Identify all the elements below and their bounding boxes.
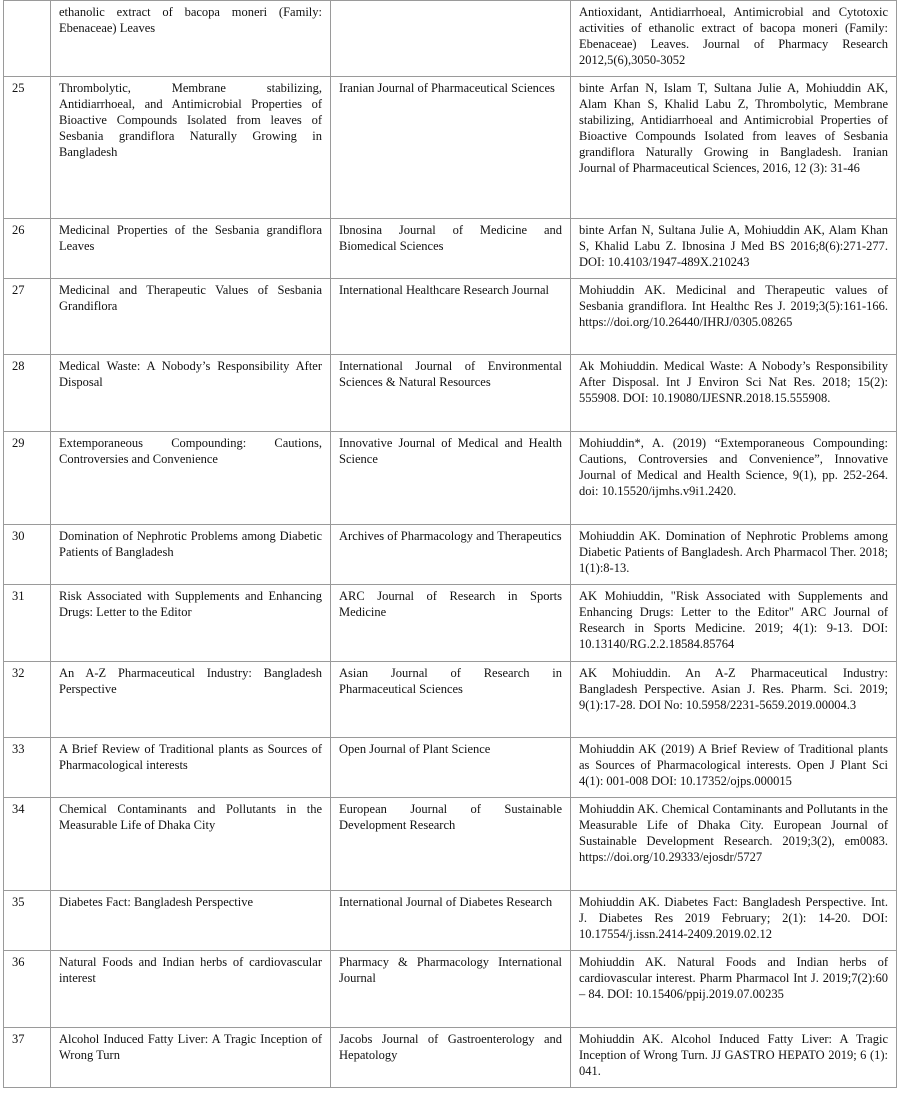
journal-name-cell [331, 1, 571, 77]
citation-cell: Mohiuddin AK (2019) A Brief Review of Traditional plants as Sources of Pharmacological interests. Open J Plant Sci 4(1): 001-008 DOI: 10.17352/ojps.000015 [571, 738, 897, 798]
article-title-cell: Risk Associated with Supplements and Enhancing Drugs: Letter to the Editor [51, 585, 331, 662]
article-title-cell: Medicinal and Therapeutic Values of Sesbania Grandiflora [51, 279, 331, 355]
row-number-cell: 25 [4, 77, 51, 219]
citation-cell: Antioxidant, Antidiarrhoeal, Antimicrobial and Cytotoxic activities of ethanolic extract of bacopa moneri (Family: Ebenaceae) Leaves. Journal of Pharmacy Research 2012,5(6),3050-3052 [571, 1, 897, 77]
citation-cell: Mohiuddin AK. Medicinal and Therapeutic values of Sesbania grandiflora. Int Healthc Res J. 2019;3(5):161-166. https://doi.org/10.26440/IHRJ/0305.08265 [571, 279, 897, 355]
table-row [4, 1028, 897, 1088]
article-title-cell: A Brief Review of Traditional plants as Sources of Pharmacological interests [51, 738, 331, 798]
row-number-cell: 29 [4, 432, 51, 525]
table-row [4, 585, 897, 662]
table-row [4, 662, 897, 738]
row-number-cell: 37 [4, 1028, 51, 1088]
citation-cell: Mohiuddin AK. Domination of Nephrotic Problems among Diabetic Patients of Bangladesh. Arch Pharmacol Ther. 2018; 1(1):8-13. [571, 525, 897, 585]
citation-cell: Mohiuddin AK. Natural Foods and Indian herbs of cardiovascular interest. Pharm Pharmacol Int J. 2019;7(2):60 – 84. DOI: 10.15406/ppij.2019.07.00235 [571, 951, 897, 1028]
table-row [4, 77, 897, 219]
citation-cell: AK Mohiuddin. An A-Z Pharmaceutical Industry: Bangladesh Perspective. Asian J. Res. Pharm. Sci. 2019; 9(1):17-28. DOI No: 10.5958/2231-5659.2019.00004.3 [571, 662, 897, 738]
row-number-cell: 32 [4, 662, 51, 738]
row-number-cell: 33 [4, 738, 51, 798]
journal-name-cell: Ibnosina Journal of Medicine and Biomedical Sciences [331, 219, 571, 279]
table-row [4, 891, 897, 951]
citation-cell: Mohiuddin AK. Diabetes Fact: Bangladesh Perspective. Int. J. Diabetes Res 2019 February; 2(1): 14-20. DOI: 10.17554/j.issn.2414-2409.2019.02.12 [571, 891, 897, 951]
table-row [4, 355, 897, 432]
table-row [4, 525, 897, 585]
journal-name-cell: Open Journal of Plant Science [331, 738, 571, 798]
journal-name-cell: Innovative Journal of Medical and Health Science [331, 432, 571, 525]
journal-name-cell: International Healthcare Research Journal [331, 279, 571, 355]
table-row [4, 798, 897, 891]
citation-cell: binte Arfan N, Sultana Julie A, Mohiuddin AK, Alam Khan S, Khalid Labu Z. Ibnosina J Med BS 2016;8(6):271-277. DOI: 10.4103/1947-489X.210243 [571, 219, 897, 279]
table-row [4, 279, 897, 355]
article-title-cell: Alcohol Induced Fatty Liver: A Tragic Inception of Wrong Turn [51, 1028, 331, 1088]
article-title-cell: Domination of Nephrotic Problems among Diabetic Patients of Bangladesh [51, 525, 331, 585]
journal-name-cell: Archives of Pharmacology and Therapeutics [331, 525, 571, 585]
row-number-cell: 27 [4, 279, 51, 355]
table-row [4, 738, 897, 798]
article-title-cell: Diabetes Fact: Bangladesh Perspective [51, 891, 331, 951]
journal-name-cell: Jacobs Journal of Gastroenterology and Hepatology [331, 1028, 571, 1088]
journal-name-cell: Asian Journal of Research in Pharmaceutical Sciences [331, 662, 571, 738]
citation-cell: binte Arfan N, Islam T, Sultana Julie A, Mohiuddin AK, Alam Khan S, Khalid Labu Z, Thrombolytic, Membrane stabilizing, Antidiarrhoeal and Antimicrobial Properties of Bioactive Compounds Isolated from leaves of Sesbania grandiflora Naturally Growing in Bangladesh. Iranian Journal of Pharmaceutical Sciences, 2016, 12 (3): 31-46 [571, 77, 897, 219]
journal-name-cell: International Journal of Diabetes Research [331, 891, 571, 951]
citation-cell: Mohiuddin*, A. (2019) “Extemporaneous Compounding: Cautions, Controversies and Convenience”, Innovative Journal of Medical and Health Science, 9(1), pp. 252-264. doi: 10.15520/ijmhs.v9i1.2420. [571, 432, 897, 525]
publications-table-body [4, 1, 897, 1088]
journal-name-cell: ARC Journal of Research in Sports Medicine [331, 585, 571, 662]
row-number-cell: 34 [4, 798, 51, 891]
table-row [4, 951, 897, 1028]
table-row [4, 432, 897, 525]
citation-cell: AK Mohiuddin, "Risk Associated with Supplements and Enhancing Drugs: Letter to the Editor" ARC Journal of Research in Sports Medicine. 2019; 4(1): 9-13. DOI: 10.13140/RG.2.2.18584.85764 [571, 585, 897, 662]
table-row [4, 219, 897, 279]
article-title-cell: Medicinal Properties of the Sesbania grandiflora Leaves [51, 219, 331, 279]
article-title-cell: Natural Foods and Indian herbs of cardiovascular interest [51, 951, 331, 1028]
journal-name-cell: International Journal of Environmental Sciences & Natural Resources [331, 355, 571, 432]
article-title-cell: An A-Z Pharmaceutical Industry: Bangladesh Perspective [51, 662, 331, 738]
citation-cell: Mohiuddin AK. Alcohol Induced Fatty Liver: A Tragic Inception of Wrong Turn. JJ GASTRO HEPATO 2019; 6 (1): 041. [571, 1028, 897, 1088]
journal-name-cell: European Journal of Sustainable Development Research [331, 798, 571, 891]
article-title-cell: Medical Waste: A Nobody’s Responsibility After Disposal [51, 355, 331, 432]
citation-cell: Ak Mohiuddin. Medical Waste: A Nobody’s Responsibility After Disposal. Int J Environ Sci Nat Res. 2018; 15(2): 555908. DOI: 10.19080/IJESNR.2018.15.555908. [571, 355, 897, 432]
article-title-cell: Extemporaneous Compounding: Cautions, Controversies and Convenience [51, 432, 331, 525]
row-number-cell: 30 [4, 525, 51, 585]
row-number-cell [4, 1, 51, 77]
article-title-cell: ethanolic extract of bacopa moneri (Family: Ebenaceae) Leaves [51, 1, 331, 77]
row-number-cell: 31 [4, 585, 51, 662]
row-number-cell: 36 [4, 951, 51, 1028]
citation-cell: Mohiuddin AK. Chemical Contaminants and Pollutants in the Measurable Life of Dhaka City. European Journal of Sustainable Development Research. 2019;3(2), em0083. https://doi.org/10.29333/ejosdr/5727 [571, 798, 897, 891]
journal-name-cell: Iranian Journal of Pharmaceutical Sciences [331, 77, 571, 219]
article-title-cell: Thrombolytic, Membrane stabilizing, Antidiarrhoeal, and Antimicrobial Properties of Bioactive Compounds Isolated from leaves of Sesbania grandiflora Naturally Growing in Bangladesh [51, 77, 331, 219]
table-row [4, 1, 897, 77]
journal-name-cell: Pharmacy & Pharmacology International Journal [331, 951, 571, 1028]
article-title-cell: Chemical Contaminants and Pollutants in the Measurable Life of Dhaka City [51, 798, 331, 891]
publications-table [3, 0, 897, 1088]
row-number-cell: 28 [4, 355, 51, 432]
row-number-cell: 35 [4, 891, 51, 951]
row-number-cell: 26 [4, 219, 51, 279]
